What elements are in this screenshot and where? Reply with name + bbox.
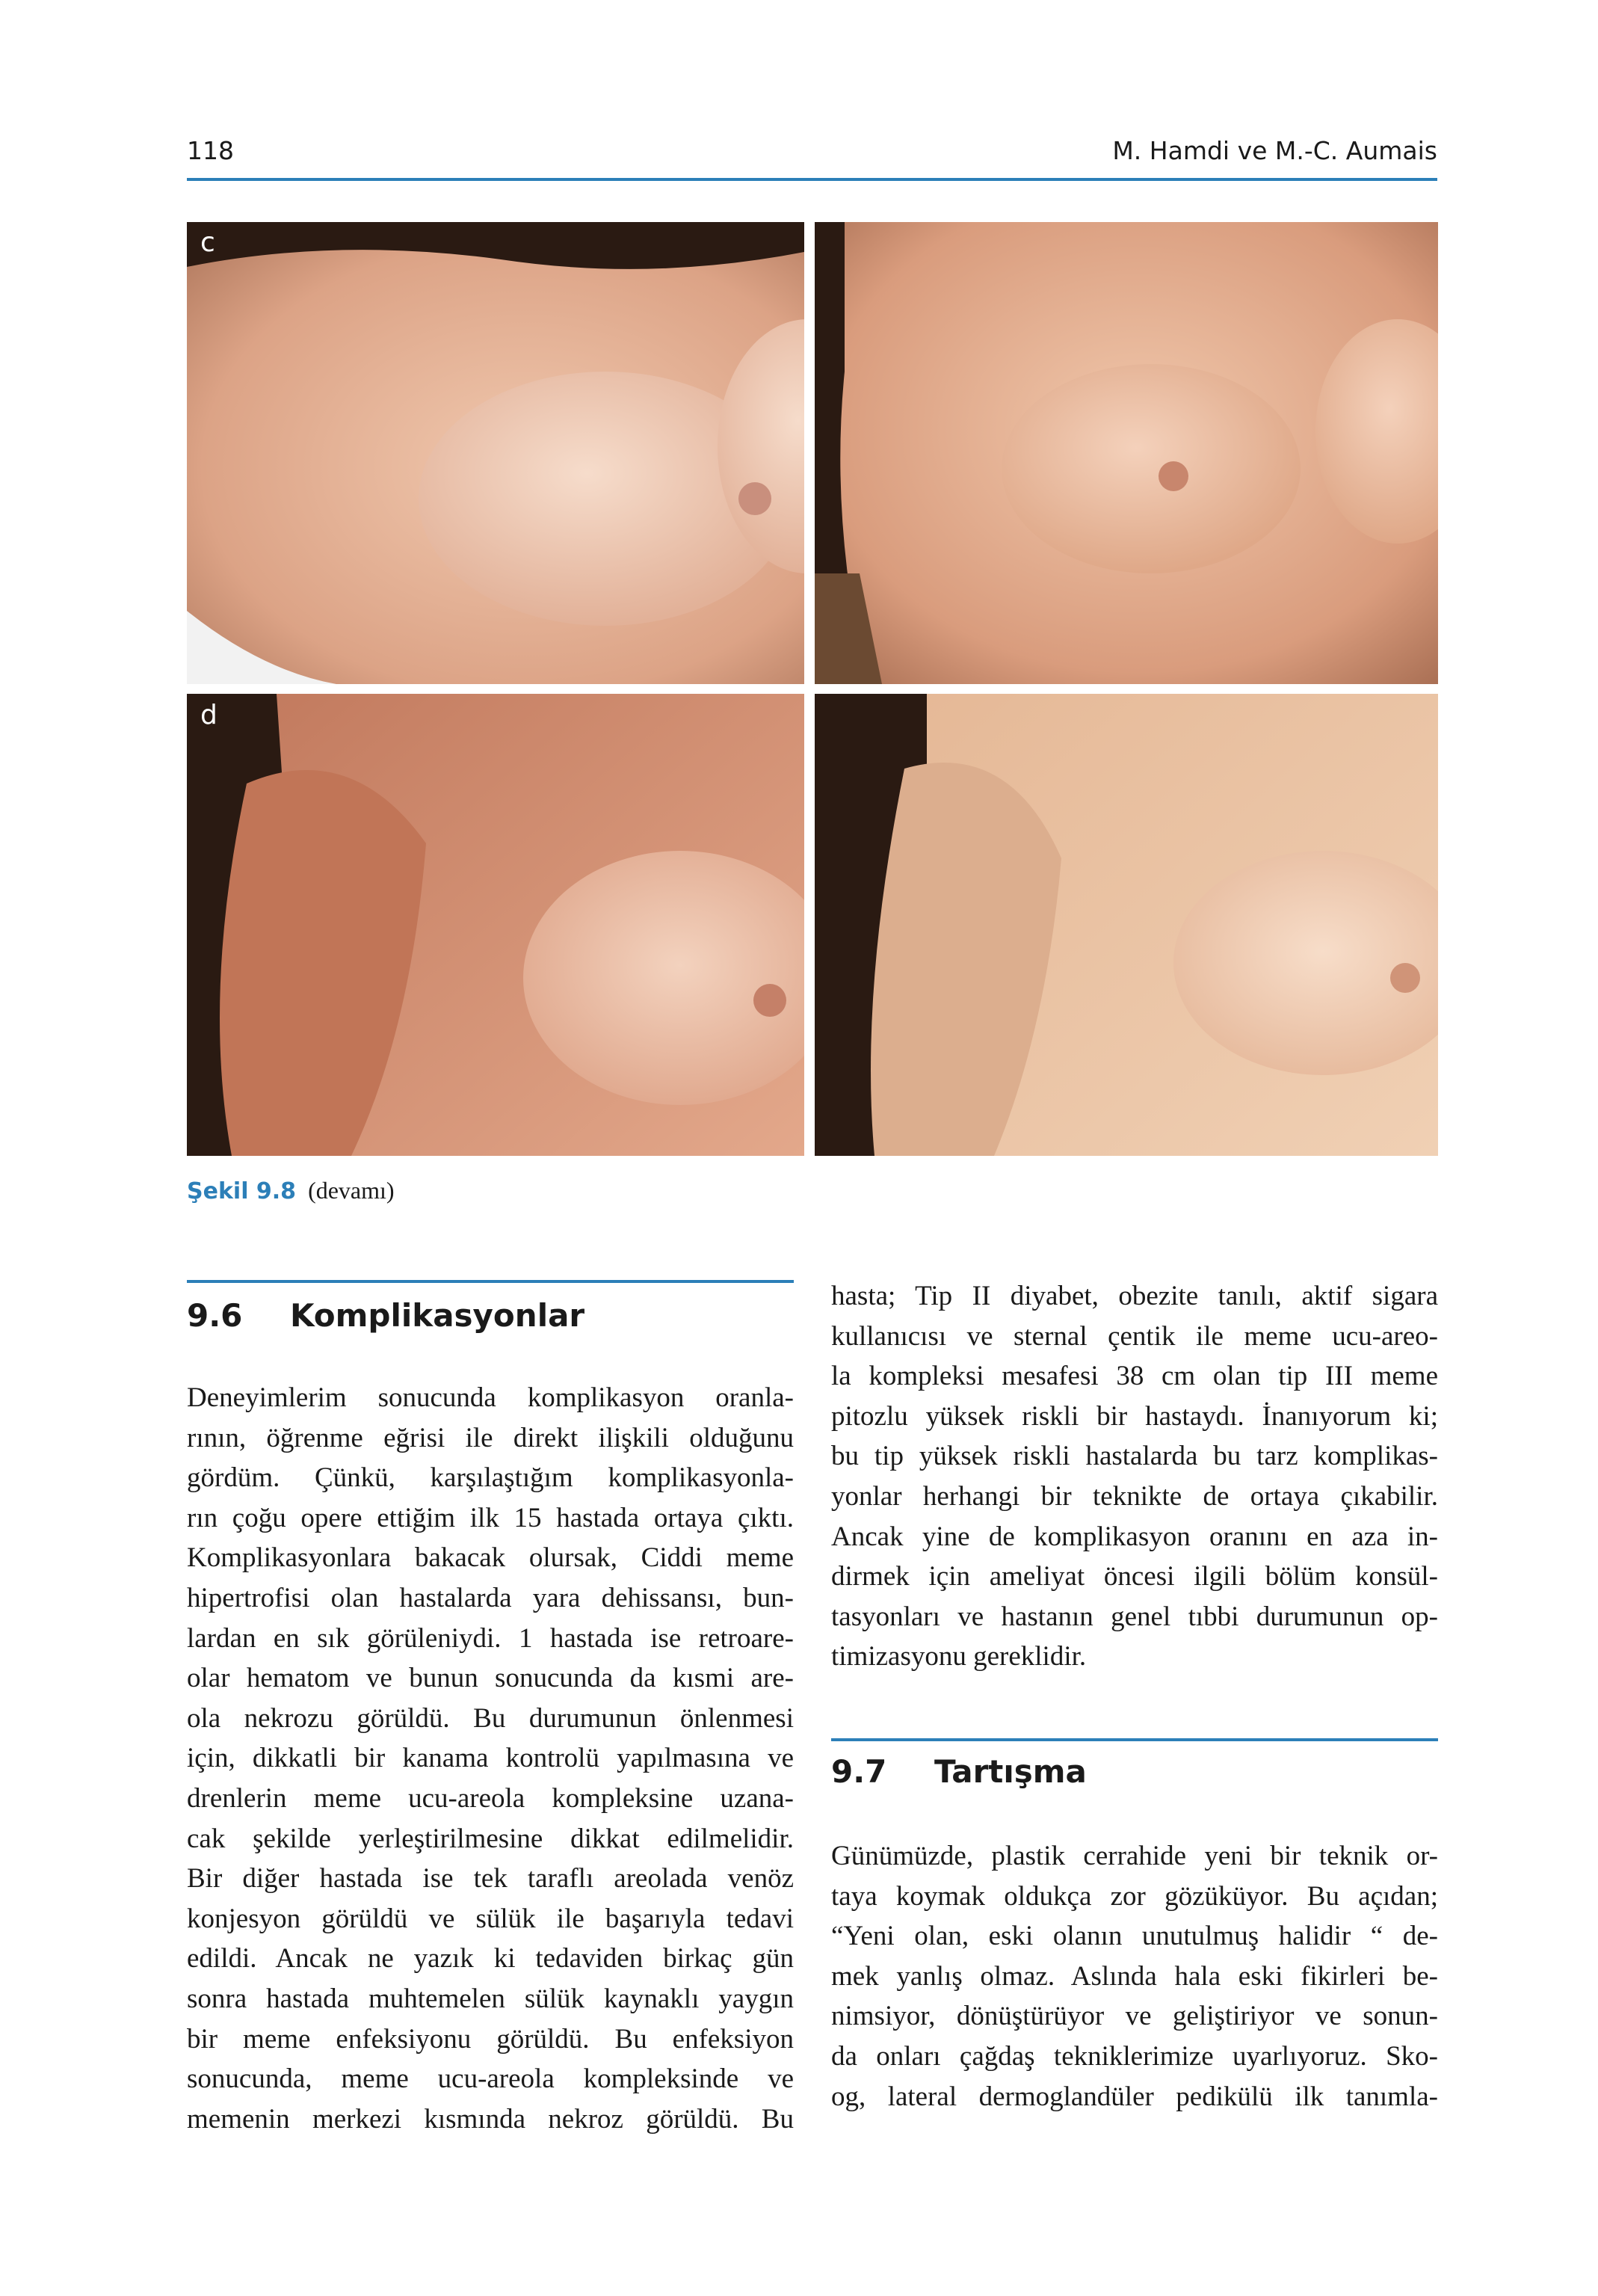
text-line: nimsiyor, dönüştürüyor ve geliştiriyor ve sonun- [831,2001,1438,2032]
text-line: hipertrofisi olan hastalarda yara dehissansı, bun- [187,1582,794,1613]
text-line: da onları çağdaş tekniklerimize uyarlıyoruz. Sko- [831,2040,1438,2072]
text-line: mek yanlış olmaz. Aslında hala eski fikirleri be- [831,1960,1438,1992]
text-line: bir meme enfeksiyonu görüldü. Bu enfeksiyon [187,2023,794,2055]
text-line: ola nekrozu görüldü. Bu durumunun önlenmesi [187,1702,794,1734]
text-line: Komplikasyonlara bakacak olursak, Ciddi meme [187,1542,794,1574]
text-line: kullanıcısı ve sternal çentik ile meme ucu-areo- [831,1320,1438,1352]
panel-label-d: d [200,700,218,730]
text-line: dirmek için ameliyat öncesi ilgili bölüm konsül- [831,1561,1438,1592]
text-line: “Yeni olan, eski olanın unutulmuş halidir “ de- [831,1921,1438,1952]
text-line: rın çoğu opere ettiğim ilk 15 hastada ortaya çıktı. [187,1502,794,1533]
text-line: yonlar herhangi bir teknikte de ortaya çıkabilir. [831,1480,1438,1512]
figure-caption-text: (devamı) [308,1177,395,1204]
text-line: sonucunda, meme ucu-areola kompleksinde ve [187,2063,794,2095]
text-line: memenin merkezi kısmında nekroz görüldü. Bu [187,2103,794,2135]
section-9-7-title: Tartışma [934,1753,1087,1790]
text-line: Ancak yine de komplikasyon oranını en aza in- [831,1521,1438,1552]
text-line: hasta; Tip II diyabet, obezite tanılı, aktif sigara [831,1281,1438,1311]
section-9-6-number: 9.6 [187,1297,243,1334]
text-line: bu tip yüksek riskli hastalarda bu tarz komplikas- [831,1441,1438,1472]
text-line: edildi. Ancak ne yazık ki tedaviden birkaç gün [187,1943,794,1975]
header-divider [187,178,1437,181]
text-line: drenlerin meme ucu-areola kompleksine uzana- [187,1782,794,1814]
section-9-6-heading [187,1297,584,1334]
figure-photo-d-left [187,694,804,1156]
panel-label-c: c [200,227,215,258]
text-line: timizasyonu gereklidir. [831,1641,1087,1672]
section-9-6-title: Komplikasyonlar [290,1297,585,1334]
section-9-7-body [831,1836,1438,2117]
section-9-6-rule [187,1280,794,1283]
text-line: lardan en sık görüleniydi. 1 hastada ise retroare- [187,1622,794,1654]
text-line: olar hematom ve bunun sonucunda da kısmi are- [187,1663,794,1694]
text-line: rının, öğrenme eğrisi ile direkt ilişkili olduğunu [187,1422,794,1453]
text-line: için, dikkatli bir kanama kontrolü yapılmasına ve [187,1743,794,1774]
text-line: tasyonları ve hastanın genel tıbbi durumunun op- [831,1601,1438,1632]
section-9-7-rule [831,1738,1438,1741]
figure-photo-c-left [187,222,804,684]
figure-photo-d-right [815,694,1438,1156]
text-line: konjesyon görüldü ve sülük ile başarıyla tedavi [187,1903,794,1934]
text-line: gördüm. Çünkü, karşılaştığım komplikasyonla- [187,1462,794,1494]
text-line: Bir diğer hastada ise tek taraflı areolada venöz [187,1863,794,1895]
section-9-7-heading [831,1753,1087,1790]
text-line: Deneyimlerim sonucunda komplikasyon oranla- [187,1382,794,1413]
text-line: og, lateral dermoglandüler pedikülü ilk tanımla- [831,2081,1438,2112]
figure-caption [187,1177,395,1204]
text-line: la kompleksi mesafesi 38 cm olan tip III meme [831,1361,1438,1392]
page-number: 118 [187,136,234,165]
section-9-6-body [187,1378,794,2139]
text-line: cak şekilde yerleştirilmesine dikkat edilmelidir. [187,1823,794,1854]
running-header-authors: M. Hamdi ve M.-C. Aumais [1112,136,1437,165]
figure-photo-c-right [815,222,1438,684]
text-line: pitozlu yüksek riskli bir hastaydı. İnanıyorum ki; [831,1400,1438,1432]
figure-caption-label: Şekil 9.8 [187,1178,297,1204]
text-line: Günümüzde, plastik cerrahide yeni bir teknik or- [831,1841,1438,1871]
text-line: sonra hastada muhtemelen sülük kaynaklı yaygın [187,1983,794,2014]
text-line: taya koymak oldukça zor gözüküyor. Bu açıdan; [831,1880,1438,1912]
right-column-continuation [831,1276,1438,1677]
section-9-7-number: 9.7 [831,1753,887,1790]
